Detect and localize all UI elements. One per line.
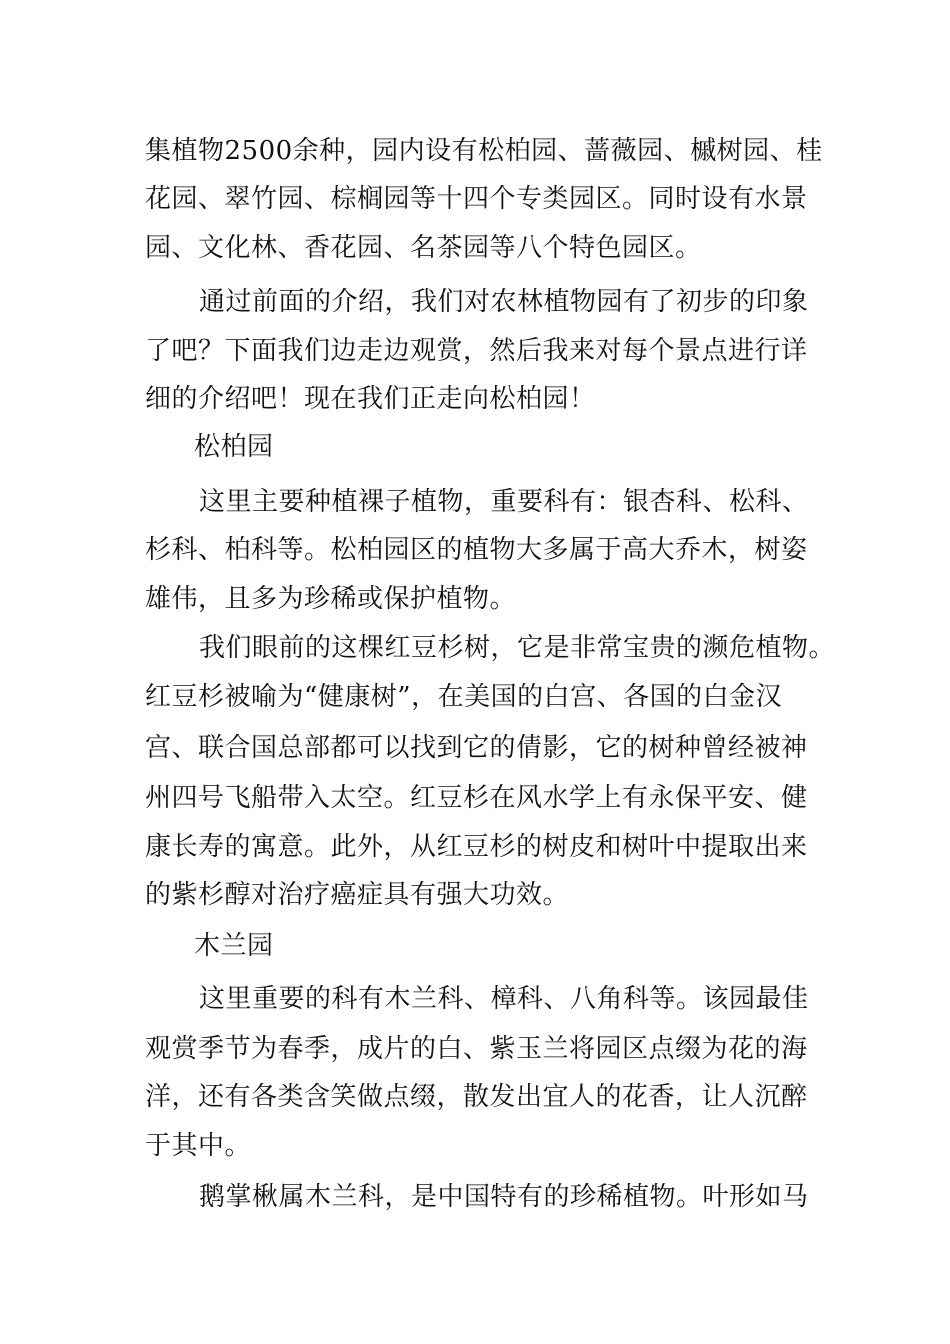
text-line: 了吧？下面我们边走边观赏，然后我来对每个景点进行详 (145, 336, 808, 366)
text-line: 雄伟，且多为珍稀或保护植物。 (145, 584, 517, 614)
paragraph-first-line: 通过前面的介绍，我们对农林植物园有了初步的印象 (199, 287, 809, 317)
text-line: 细的介绍吧！现在我们正走向松柏园！ (145, 384, 596, 414)
text-line: 洋，还有各类含笑做点缀，散发出宜人的花香，让人沉醉 (145, 1082, 808, 1112)
text-line: 康长寿的寓意。此外，从红豆杉的树皮和树叶中提取出来 (145, 832, 808, 862)
text-line: 杉科、柏科等。松柏园区的植物大多属于高大乔木，树姿 (145, 535, 808, 565)
paragraph-first-line: 鹅掌楸属木兰科，是中国特有的珍稀植物。叶形如马 (199, 1182, 809, 1212)
paragraph-first-line: 这里主要种植裸子植物，重要科有：银杏科、松科、 (199, 487, 809, 517)
section-heading: 松柏园 (194, 432, 274, 462)
text-line: 于其中。 (145, 1131, 252, 1161)
text-line: 花园、翠竹园、棕榈园等十四个专类园区。同时设有水景 (145, 184, 808, 214)
paragraph-first-line: 我们眼前的这棵红豆杉树，它是非常宝贵的濒危植物。 (199, 633, 836, 663)
text-line: 园、文化林、香花园、名茶园等八个特色园区。 (145, 233, 702, 263)
text-line: 的紫杉醇对治疗癌症具有强大功效。 (145, 880, 570, 910)
paragraph-first-line: 这里重要的科有木兰科、樟科、八角科等。该园最佳 (199, 984, 809, 1014)
text-line: 红豆杉被喻为“健康树”，在美国的白宫、各国的白金汉 (145, 682, 783, 712)
section-heading: 木兰园 (194, 931, 274, 961)
text-line: 宫、联合国总部都可以找到它的倩影，它的树种曾经被神 (145, 733, 808, 763)
text-line: 观赏季节为春季，成片的白、紫玉兰将园区点缀为花的海 (145, 1034, 808, 1064)
text-line: 集植物2500余种，园内设有松柏园、蔷薇园、槭树园、桂 (145, 136, 823, 166)
text-line: 州四号飞船带入太空。红豆杉在风水学上有永保平安、健 (145, 783, 808, 813)
